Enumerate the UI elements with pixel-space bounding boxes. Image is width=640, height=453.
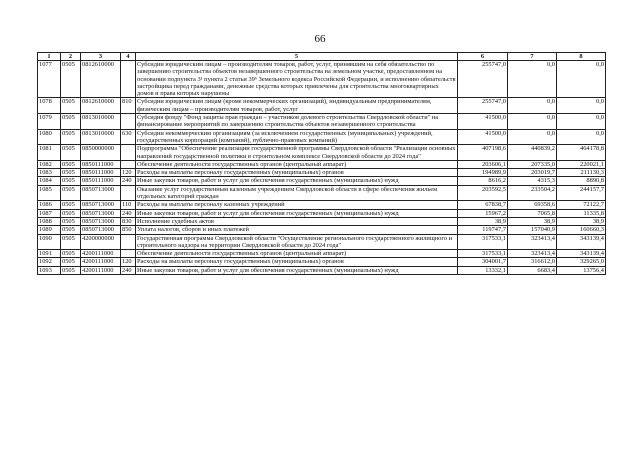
expense-type-code: 240 xyxy=(121,209,136,217)
expense-description: Исполнение судебных актов xyxy=(136,217,458,225)
section-code: 0505 xyxy=(61,114,81,130)
expense-description: Иные закупки товаров, работ и услуг для обеспечения государственных (муниципальных) нужд xyxy=(136,209,458,217)
expense-type-code xyxy=(121,114,136,130)
amount-col-6: 15967,2 xyxy=(458,209,508,217)
amount-col-8: 0,0 xyxy=(557,98,606,114)
expense-description: Расходы на выплаты персоналу государственных (муниципальных) органов xyxy=(136,169,458,177)
table-row xyxy=(38,129,606,145)
amount-col-8: 160660,3 xyxy=(557,226,606,234)
amount-col-7: 0,0 xyxy=(508,129,557,145)
row-number: 1080 xyxy=(38,129,61,145)
amount-col-7: 323413,4 xyxy=(508,234,557,250)
table-row xyxy=(38,226,606,234)
row-number: 1087 xyxy=(38,209,61,217)
amount-col-6: 407198,6 xyxy=(458,145,508,161)
expense-description: Субсидии юридическим лицам – производителям товаров, работ, услуг, принявшим на себя обязательство по завершению строительства объектов незавершенного строительства на земельном участке, предоставленном на основании подпункта 3¹ пункта 2 статьи 39⁶ Земельного кодекса Российской Федерации, и исполнению обязательств застройщика перед гражданами, денежные средства которых привлечены для строительства многоквартирных домов и права которых нарушены xyxy=(136,61,458,98)
amount-col-6: 203606,1 xyxy=(458,160,508,168)
page-number: 66 xyxy=(314,33,326,45)
target-article-code: 0850111000 xyxy=(81,177,121,185)
amount-col-8: 8890,8 xyxy=(557,177,606,185)
row-number: 1091 xyxy=(38,250,61,258)
row-number: 1082 xyxy=(38,160,61,168)
amount-col-8: 329265,0 xyxy=(557,258,606,266)
section-code: 0505 xyxy=(61,250,81,258)
row-number: 1093 xyxy=(38,266,61,274)
amount-col-7: 38,9 xyxy=(508,217,557,225)
section-code: 0505 xyxy=(61,129,81,145)
expense-type-code: 120 xyxy=(121,169,136,177)
section-code: 0505 xyxy=(61,234,81,250)
expense-description: Субсидии юридическим лицам (кроме некоммерческих организаций), индивидуальным предпринимателям, физическим лицам – производителям товаров, работ, услуг xyxy=(136,98,458,114)
expense-description: Субсидия фонду "Фонд защиты прав граждан – участников долевого строительства Свердловской области" на финансирование мероприятий по завершению строительства объектов незавершенного строительства xyxy=(136,114,458,130)
amount-col-6: 41500,0 xyxy=(458,129,508,145)
section-code: 0505 xyxy=(61,266,81,274)
table-row xyxy=(38,258,606,266)
expense-type-code: 110 xyxy=(121,201,136,209)
target-article-code: 0850713000 xyxy=(81,201,121,209)
amount-col-7: 207335,0 xyxy=(508,160,557,168)
amount-col-8: 211130,3 xyxy=(557,169,606,177)
amount-col-8: 11335,8 xyxy=(557,209,606,217)
section-code: 0505 xyxy=(61,169,81,177)
table-row xyxy=(38,160,606,168)
column-header: 3 xyxy=(81,53,121,61)
amount-col-6: 317533,1 xyxy=(458,234,508,250)
amount-col-8: 464178,8 xyxy=(557,145,606,161)
expense-type-code: 850 xyxy=(121,226,136,234)
expense-type-code: 240 xyxy=(121,266,136,274)
expense-description: Иные закупки товаров, работ и услуг для обеспечения государственных (муниципальных) нужд xyxy=(136,177,458,185)
amount-col-7: 316612,0 xyxy=(508,258,557,266)
target-article-code: 4200111000 xyxy=(81,258,121,266)
table-row xyxy=(38,201,606,209)
expense-type-code xyxy=(121,61,136,98)
table-header-row xyxy=(38,53,606,61)
amount-col-6: 13332,1 xyxy=(458,266,508,274)
table-row xyxy=(38,234,606,250)
table-row xyxy=(38,185,606,201)
column-header: 8 xyxy=(557,53,606,61)
section-code: 0505 xyxy=(61,160,81,168)
expense-description: Расходы на выплаты персоналу казенных учреждений xyxy=(136,201,458,209)
target-article-code: 4200000000 xyxy=(81,234,121,250)
column-header: 1 xyxy=(38,53,61,61)
section-code: 0505 xyxy=(61,61,81,98)
amount-col-6: 119747,7 xyxy=(458,226,508,234)
amount-col-8: 343139,4 xyxy=(557,250,606,258)
expense-description: Субсидии некоммерческим организациям (за исключением государственных (муниципальных) учреждений, государственных корпораций (компаний), публично-правовых компаний) xyxy=(136,129,458,145)
table-row xyxy=(38,250,606,258)
amount-col-6: 255747,0 xyxy=(458,98,508,114)
column-header: 4 xyxy=(121,53,136,61)
table-row xyxy=(38,169,606,177)
expense-description: Обеспечение деятельности государственных органов (центральный аппарат) xyxy=(136,250,458,258)
row-number: 1090 xyxy=(38,234,61,250)
expense-type-code: 240 xyxy=(121,177,136,185)
amount-col-6: 317533,1 xyxy=(458,250,508,258)
amount-col-8: 220021,1 xyxy=(557,160,606,168)
expense-description: Оказание услуг государственным казенным учреждением Свердловской области в сфере обеспечения жильем отдельных категорий граждан xyxy=(136,185,458,201)
expense-type-code: 830 xyxy=(121,217,136,225)
table-row xyxy=(38,266,606,274)
row-number: 1089 xyxy=(38,226,61,234)
row-number: 1083 xyxy=(38,169,61,177)
column-header: 7 xyxy=(508,53,557,61)
row-number: 1079 xyxy=(38,114,61,130)
expense-description: Уплата налогов, сборов и иных платежей xyxy=(136,226,458,234)
amount-col-8: 0,0 xyxy=(557,129,606,145)
table-row xyxy=(38,61,606,98)
section-code: 0505 xyxy=(61,98,81,114)
amount-col-7: 4315,3 xyxy=(508,177,557,185)
expense-type-code xyxy=(121,185,136,201)
target-article-code: 0850000000 xyxy=(81,145,121,161)
expense-description: Обеспечение деятельности государственных органов (центральный аппарат) xyxy=(136,160,458,168)
amount-col-6: 304001,7 xyxy=(458,258,508,266)
amount-col-7: 157040,9 xyxy=(508,226,557,234)
table-row xyxy=(38,217,606,225)
target-article-code: 0850713000 xyxy=(81,226,121,234)
expense-type-code xyxy=(121,234,136,250)
target-article-code: 0850713000 xyxy=(81,217,121,225)
amount-col-8: 244157,7 xyxy=(557,185,606,201)
amount-col-6: 203592,5 xyxy=(458,185,508,201)
column-header: 2 xyxy=(61,53,81,61)
amount-col-8: 343139,4 xyxy=(557,234,606,250)
section-code: 0505 xyxy=(61,209,81,217)
target-article-code: 0850111000 xyxy=(81,160,121,168)
row-number: 1084 xyxy=(38,177,61,185)
row-number: 1092 xyxy=(38,258,61,266)
row-number: 1086 xyxy=(38,201,61,209)
row-number: 1078 xyxy=(38,98,61,114)
target-article-code: 4200111000 xyxy=(81,250,121,258)
amount-col-7: 233504,2 xyxy=(508,185,557,201)
table-row xyxy=(38,145,606,161)
table-row xyxy=(38,177,606,185)
amount-col-7: 0,0 xyxy=(508,114,557,130)
expense-type-code xyxy=(121,145,136,161)
amount-col-8: 38,9 xyxy=(557,217,606,225)
expense-description: Подпрограмма "Обеспечение реализации государственной программы Свердловской области "Реализация основных направлений государственной политики в строительном комплексе Свердловской области до 2024 года" xyxy=(136,145,458,161)
row-number: 1085 xyxy=(38,185,61,201)
row-number: 1088 xyxy=(38,217,61,225)
target-article-code: 0850713000 xyxy=(81,185,121,201)
section-code: 0505 xyxy=(61,145,81,161)
table-row xyxy=(38,114,606,130)
table-row xyxy=(38,209,606,217)
expense-description: Иные закупки товаров, работ и услуг для обеспечения государственных (муниципальных) нужд xyxy=(136,266,458,274)
amount-col-6: 194989,9 xyxy=(458,169,508,177)
expense-type-code: 630 xyxy=(121,129,136,145)
expense-type-code xyxy=(121,250,136,258)
target-article-code: 0812610000 xyxy=(81,98,121,114)
amount-col-7: 0,0 xyxy=(508,98,557,114)
amount-col-7: 7065,8 xyxy=(508,209,557,217)
target-article-code: 0850111000 xyxy=(81,169,121,177)
expense-description: Государственная программа Свердловской области "Осуществление регионального государственного жилищного и строительного надзора на территории Свердловской области до 2024 года" xyxy=(136,234,458,250)
target-article-code: 4200111000 xyxy=(81,266,121,274)
target-article-code: 0850713000 xyxy=(81,209,121,217)
expense-type-code: 810 xyxy=(121,98,136,114)
row-number: 1077 xyxy=(38,61,61,98)
table-row xyxy=(38,98,606,114)
section-code: 0505 xyxy=(61,201,81,209)
expense-type-code: 120 xyxy=(121,258,136,266)
section-code: 0505 xyxy=(61,185,81,201)
target-article-code: 0813010000 xyxy=(81,129,121,145)
amount-col-6: 41500,0 xyxy=(458,114,508,130)
amount-col-8: 72122,7 xyxy=(557,201,606,209)
amount-col-7: 203019,7 xyxy=(508,169,557,177)
amount-col-7: 0,0 xyxy=(508,61,557,98)
amount-col-6: 8616,2 xyxy=(458,177,508,185)
amount-col-7: 69358,6 xyxy=(508,201,557,209)
column-header: 5 xyxy=(136,53,458,61)
section-code: 0505 xyxy=(61,177,81,185)
expense-type-code xyxy=(121,160,136,168)
amount-col-6: 67838,7 xyxy=(458,201,508,209)
amount-col-8: 13756,4 xyxy=(557,266,606,274)
amount-col-7: 6683,4 xyxy=(508,266,557,274)
target-article-code: 0812610000 xyxy=(81,61,121,98)
row-number: 1081 xyxy=(38,145,61,161)
amount-col-6: 255747,0 xyxy=(458,61,508,98)
amount-col-7: 440839,2 xyxy=(508,145,557,161)
section-code: 0505 xyxy=(61,258,81,266)
amount-col-8: 0,0 xyxy=(557,114,606,130)
amount-col-7: 323413,4 xyxy=(508,250,557,258)
expense-description: Расходы на выплаты персоналу государственных (муниципальных) органов xyxy=(136,258,458,266)
section-code: 0505 xyxy=(61,217,81,225)
amount-col-6: 38,9 xyxy=(458,217,508,225)
column-header: 6 xyxy=(458,53,508,61)
section-code: 0505 xyxy=(61,226,81,234)
target-article-code: 0813010000 xyxy=(81,114,121,130)
budget-table xyxy=(37,52,606,275)
amount-col-8: 0,0 xyxy=(557,61,606,98)
